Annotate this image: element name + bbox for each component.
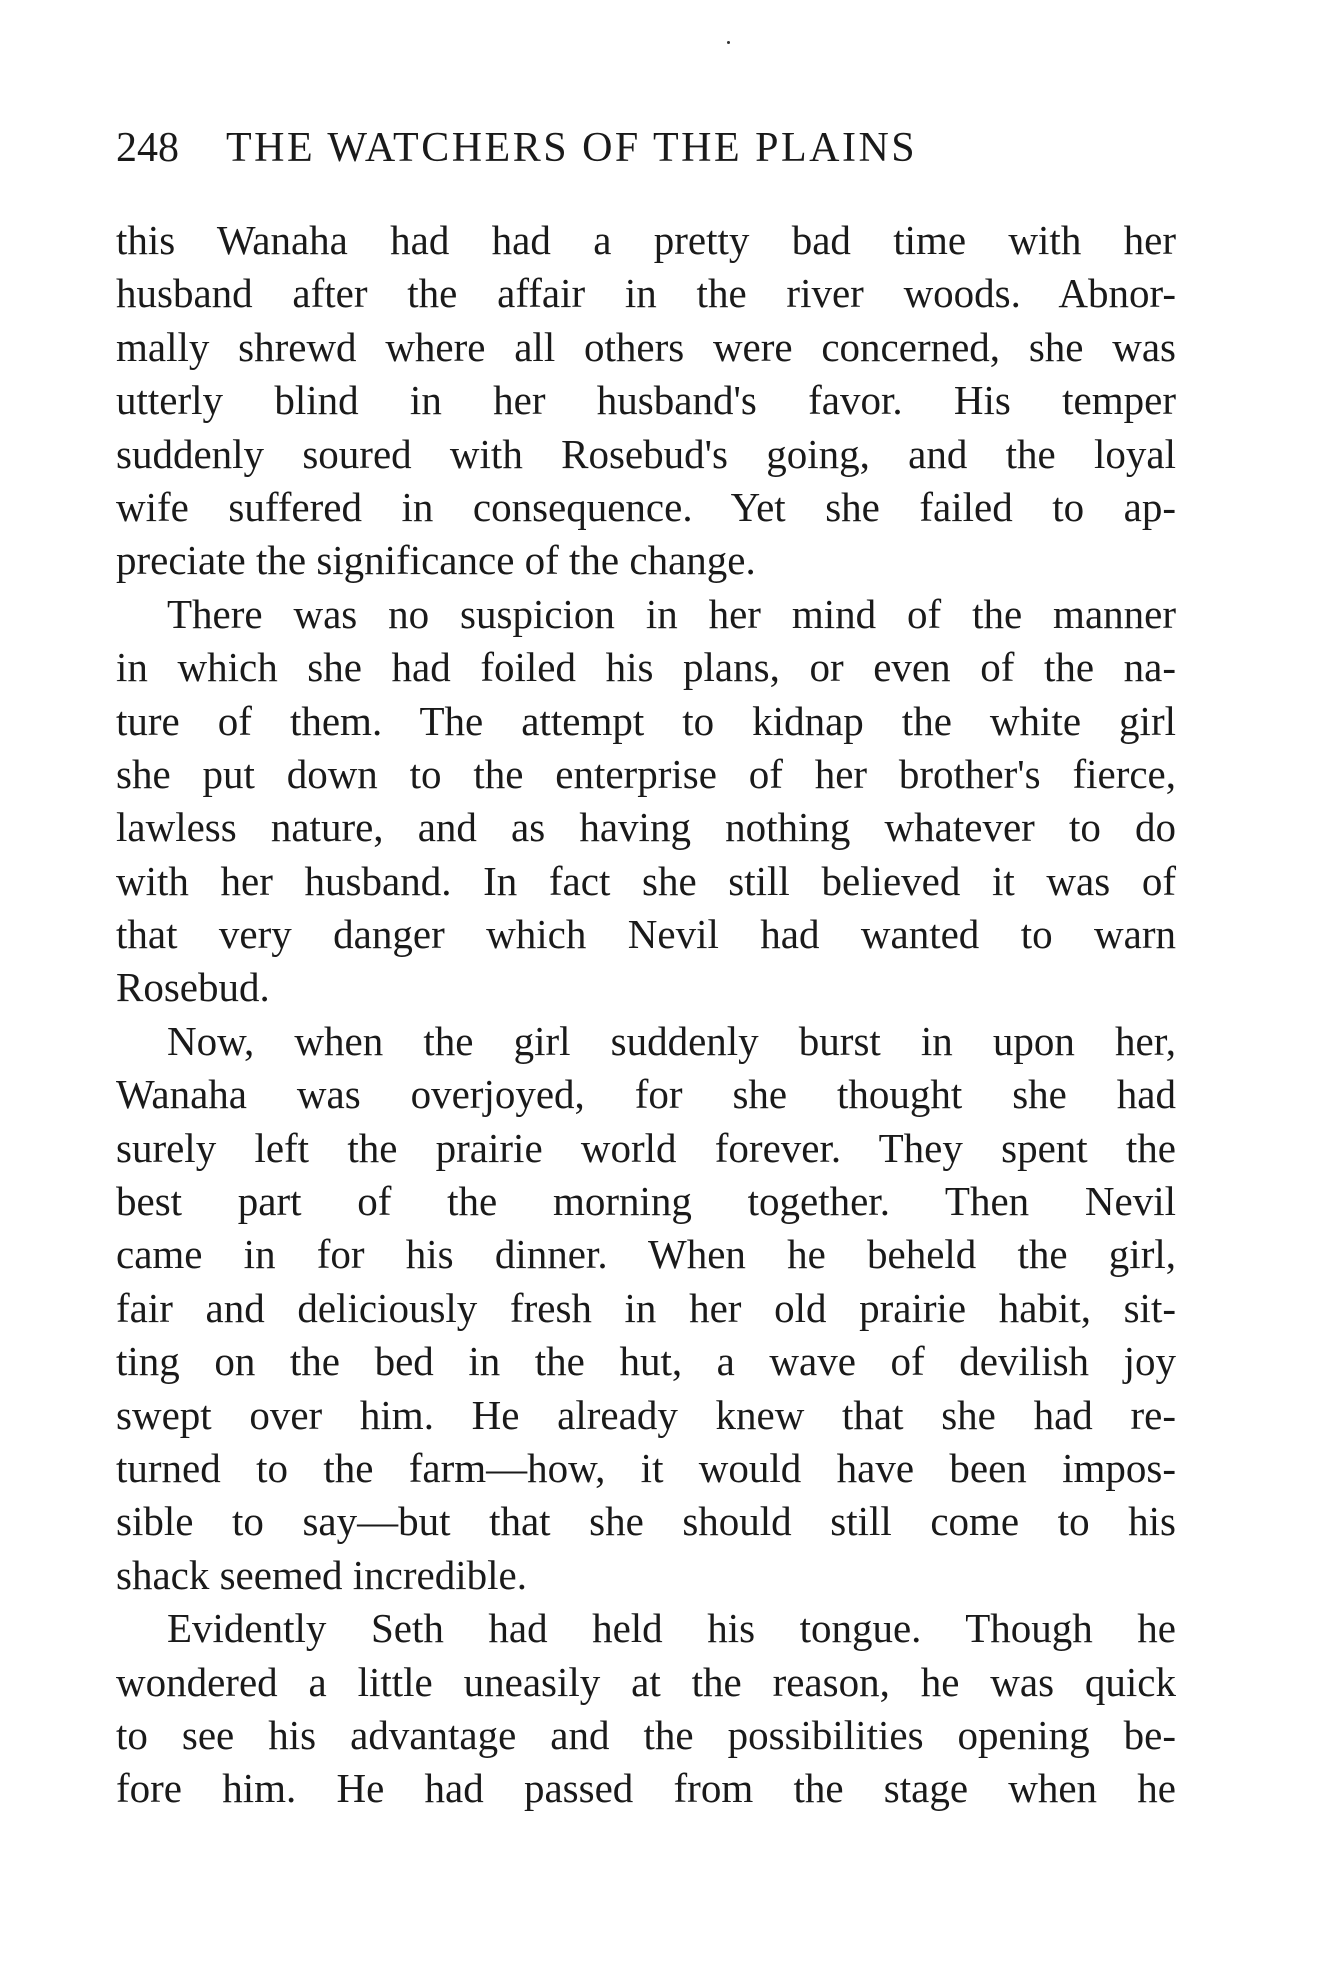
text-line: Wanaha was overjoyed, for she thought she had xyxy=(116,1071,1176,1118)
text-line: suddenly soured with Rosebud's going, and the loyal xyxy=(116,430,1176,477)
text-line: wife suffered in consequence. Yet she failed to ap- xyxy=(116,483,1176,530)
text-line: Evidently Seth had held his tongue. Though he xyxy=(167,1605,1176,1652)
text-line: mally shrewd where all others were concerned, she was xyxy=(116,323,1176,370)
text-line: ture of them. The attempt to kidnap the white girl xyxy=(116,697,1176,744)
text-line: swept over him. He already knew that she had re- xyxy=(116,1391,1176,1438)
text-line: in which she had foiled his plans, or even of the na- xyxy=(116,644,1176,691)
text-line: best part of the morning together. Then Nevil xyxy=(116,1178,1176,1225)
print-speck xyxy=(727,41,730,44)
text-line: to see his advantage and the possibilities opening be- xyxy=(116,1711,1176,1758)
text-line: Rosebud. xyxy=(116,964,270,1011)
paragraph xyxy=(116,588,1176,1015)
paragraph xyxy=(116,1015,1176,1602)
text-line: wondered a little uneasily at the reason, he was quick xyxy=(116,1658,1176,1705)
text-line: sible to say—but that she should still come to his xyxy=(116,1498,1176,1545)
text-line: ting on the bed in the hut, a wave of devilish joy xyxy=(116,1338,1176,1385)
running-title: THE WATCHERS OF THE PLAINS xyxy=(226,125,918,171)
paragraph xyxy=(116,214,1176,588)
text-line: surely left the prairie world forever. They spent the xyxy=(116,1124,1176,1171)
text-line: husband after the affair in the river woods. Abnor- xyxy=(116,270,1176,317)
page-number: 248 xyxy=(116,125,179,171)
text-line: she put down to the enterprise of her brother's fierce, xyxy=(116,750,1176,797)
text-line: shack seemed incredible. xyxy=(116,1551,527,1598)
text-line: fair and deliciously fresh in her old prairie habit, sit- xyxy=(116,1284,1176,1331)
paragraph xyxy=(116,1602,1176,1816)
text-line: came in for his dinner. When he beheld the girl, xyxy=(116,1231,1176,1278)
text-line: this Wanaha had had a pretty bad time with her xyxy=(116,217,1176,263)
text-line: Now, when the girl suddenly burst in upon her, xyxy=(167,1017,1176,1064)
text-line: with her husband. In fact she still believed it was of xyxy=(116,857,1176,904)
text-line: There was no suspicion in her mind of the manner xyxy=(167,590,1176,637)
text-line: preciate the significance of the change. xyxy=(116,537,756,584)
text-line: utterly blind in her husband's favor. His temper xyxy=(116,377,1176,424)
text-line: turned to the farm—how, it would have been impos- xyxy=(116,1444,1176,1491)
body-text xyxy=(116,214,1176,1816)
text-line: that very danger which Nevil had wanted to warn xyxy=(116,911,1176,958)
text-line: lawless nature, and as having nothing whatever to do xyxy=(116,804,1176,851)
running-head xyxy=(116,118,1176,178)
text-line: fore him. He had passed from the stage when he xyxy=(116,1765,1176,1812)
